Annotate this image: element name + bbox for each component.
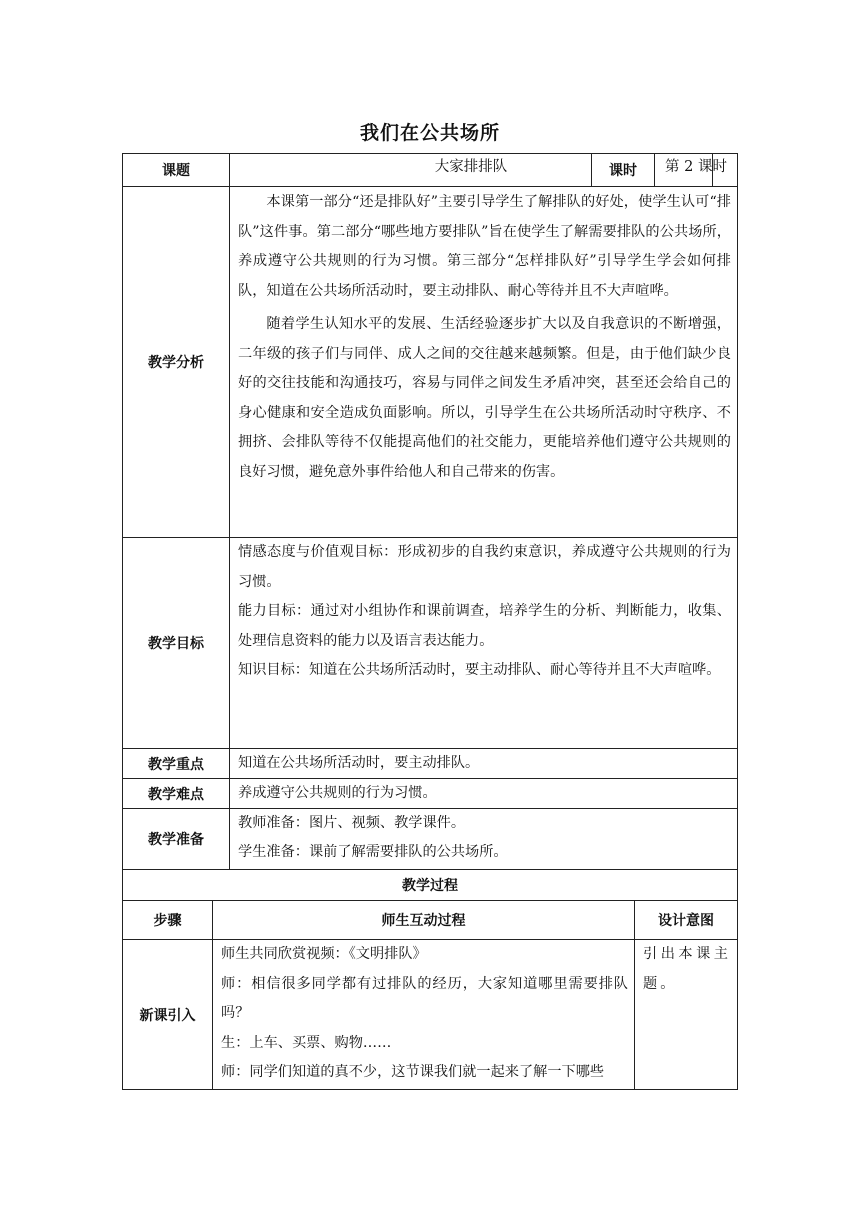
- key-point-label: 教学重点: [122, 748, 230, 779]
- analysis-paragraph: 随着学生认知水平的发展、生活经验逐步扩大以及自我意识的不断增强，二年级的孩子们与同伴、成人之间的交往越来越频繁。但是，由于他们缺少良好的交往技能和沟通技巧，容易与同伴之间发生矛盾冲突，甚至还会给自己的身心健康和安全造成负面影响。所以，引导学生在公共场所活动时守秩序、不拥挤、会排队等待不仅能提高他们的社交能力，更能培养他们遵守公共规则的良好习惯，避免意外事件给他人和自己带来的伤害。: [238, 316, 731, 480]
- objectives-row: [122, 537, 738, 749]
- col-interaction-header: 师生互动过程: [212, 900, 635, 940]
- period-label: 课时: [591, 153, 655, 187]
- analysis-content: [229, 186, 738, 538]
- interaction-content: [212, 939, 635, 1090]
- preparation-item: 教师准备：图片、视频、教学课件。: [238, 815, 466, 831]
- analysis-paragraph: 本课第一部分“还是排队好”主要引导学生了解排队的好处，使学生认可“排队”这件事。第二部分“哪些地方要排队”旨在使学生了解需要排队的公共场所，养成遵守公共规则的行为习惯。第三部分“怎样排队好”引导学生学会如何排队，知道在公共场所活动时，要主动排队、耐心等待并且不大声喧哗。: [238, 194, 731, 299]
- process-header-row: [122, 900, 738, 940]
- col-step-header: 步骤: [122, 900, 213, 940]
- col-intent-header: 设计意图: [634, 900, 738, 940]
- interaction-line: 师：相信很多同学都有过排队的经历，大家知道哪里需要排队吗？: [221, 975, 628, 1021]
- objective-item: 情感态度与价值观目标：形成初步的自我约束意识，养成遵守公共规则的行为习惯。: [238, 544, 731, 590]
- difficulty-text: 养成遵守公共规则的行为习惯。: [229, 778, 738, 809]
- document-title: 我们在公共场所: [359, 122, 500, 144]
- objective-item: 知识目标：知道在公共场所活动时，要主动排队、耐心等待并且不大声喧哗。: [238, 662, 721, 678]
- preparation-item: 学生准备：课前了解需要排队的公共场所。: [238, 844, 508, 860]
- process-heading-row: [122, 869, 738, 901]
- topic-value: 大家排排队: [229, 153, 713, 187]
- interaction-line: 师生共同欣赏视频：《文明排队》: [221, 946, 427, 962]
- key-point-row: [122, 748, 738, 779]
- objective-item: 能力目标：通过对小组协作和课前调查，培养学生的分析、判断能力，收集、处理信息资料的能力以及语言表达能力。: [238, 603, 731, 649]
- preparation-content: [229, 808, 738, 870]
- process-heading: 教学过程: [122, 869, 738, 901]
- analysis-row: [122, 186, 738, 538]
- difficulty-row: [122, 778, 738, 809]
- intent-text: 引出本课主题。: [634, 939, 738, 1090]
- step-label: 新课引入: [122, 939, 213, 1090]
- objectives-content: [229, 537, 738, 749]
- interaction-line: 师：同学们知道的真不少，这节课我们就一起来了解一下哪些: [221, 1064, 605, 1080]
- topic-label: 课题: [122, 153, 230, 187]
- analysis-label: 教学分析: [122, 186, 230, 538]
- key-point-text: 知道在公共场所活动时，要主动排队。: [229, 748, 738, 779]
- preparation-row: [122, 808, 738, 870]
- process-row: [122, 939, 738, 1090]
- difficulty-label: 教学难点: [122, 778, 230, 809]
- period-value: 第 2 课时: [654, 153, 738, 187]
- objectives-label: 教学目标: [122, 537, 230, 749]
- topic-row: [122, 153, 738, 187]
- preparation-label: 教学准备: [122, 808, 230, 870]
- interaction-line: 生：上车、买票、购物……: [221, 1034, 392, 1051]
